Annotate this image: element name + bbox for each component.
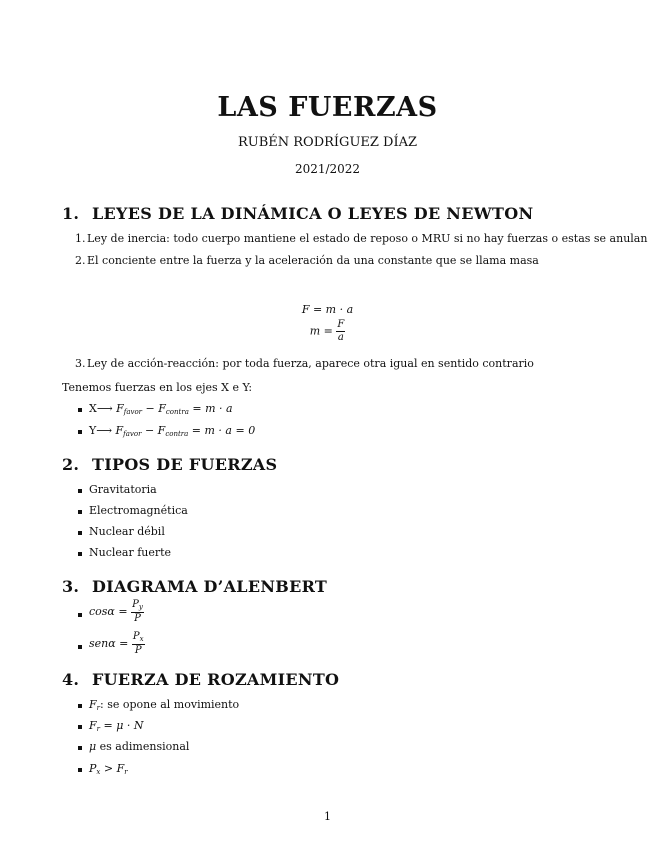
bullet-icon xyxy=(78,645,82,649)
subscript: contra xyxy=(165,408,189,416)
item-text: : se opone al movimiento xyxy=(100,698,240,711)
list-item: Gravitatoria xyxy=(89,483,157,496)
section-heading-newton xyxy=(62,204,533,223)
subscript: favor xyxy=(123,408,143,416)
section-title: DIAGRAMA D’ALENBERT xyxy=(92,577,328,596)
bullet-icon xyxy=(78,552,82,556)
fraction-denominator: a xyxy=(337,332,344,343)
subscript: r xyxy=(96,704,100,712)
symbol: P xyxy=(132,631,140,642)
document-title: LAS FUERZAS xyxy=(217,92,438,123)
list-item: Nuclear débil xyxy=(89,525,165,538)
equation-lhs: m = xyxy=(309,324,333,338)
list-item xyxy=(89,698,239,712)
bullet-icon xyxy=(78,489,82,493)
document-date: 2021/2022 xyxy=(294,162,361,176)
list-item xyxy=(89,762,128,776)
section-number: 4. xyxy=(62,670,80,689)
equation-lhs: senα = xyxy=(89,637,129,650)
paragraph-axes-intro: Tenemos fuerzas en los ejes X e Y: xyxy=(62,381,253,394)
subscript: favor xyxy=(123,430,142,438)
axis-label: X⟶ xyxy=(89,402,113,415)
subscript: r xyxy=(96,725,100,733)
section-number: 2. xyxy=(62,455,80,474)
equation-force: F = m · a xyxy=(301,303,354,316)
page-number: 1 xyxy=(324,810,331,823)
list-item-axis-y xyxy=(89,424,255,438)
list-item xyxy=(89,740,189,753)
subscript: x xyxy=(96,768,101,776)
symbol: F xyxy=(89,719,97,732)
fraction xyxy=(131,600,144,624)
symbol: P xyxy=(132,599,139,610)
subscript: x xyxy=(139,635,144,643)
equation-rhs: = m · a xyxy=(188,402,233,415)
section-title: LEYES DE LA DINÁMICA O LEYES DE NEWTON xyxy=(92,204,534,223)
list-item xyxy=(89,719,143,733)
list-item: Electromagnética xyxy=(89,504,188,517)
bullet-icon xyxy=(78,704,82,708)
list-item-cos xyxy=(89,600,144,624)
bullet-icon xyxy=(78,725,82,729)
operator: > xyxy=(100,762,117,775)
list-number: 3. xyxy=(75,357,86,370)
subscript: y xyxy=(138,603,143,611)
bullet-icon xyxy=(78,768,82,772)
subscript: r xyxy=(124,768,128,776)
section-title: TIPOS DE FUERZAS xyxy=(92,455,278,474)
list-item: El conciente entre la fuerza y la aceleración da una constante que se llama masa xyxy=(87,254,539,267)
section-number: 3. xyxy=(62,577,80,596)
equation-rhs: = μ · N xyxy=(100,719,144,732)
fraction-numerator xyxy=(131,600,144,613)
list-item: Nuclear fuerte xyxy=(89,546,172,559)
axis-label: Y⟶ xyxy=(89,424,113,437)
document-author: RUBÉN RODRÍGUEZ DÍAZ xyxy=(237,135,418,150)
operator: − xyxy=(141,424,158,437)
symbol: F xyxy=(116,762,125,775)
fraction-denominator: P xyxy=(134,645,142,656)
bullet-icon xyxy=(78,613,82,617)
bullet-icon xyxy=(78,510,82,514)
bullet-icon xyxy=(78,408,82,412)
list-item: Ley de inercia: todo cuerpo mantiene el estado de reposo o MRU si no hay fuerzas o estas se anulan xyxy=(87,232,648,245)
symbol: F xyxy=(116,402,124,415)
fraction xyxy=(132,632,145,656)
bullet-icon xyxy=(78,430,82,434)
symbol: P xyxy=(89,762,97,775)
list-number: 1. xyxy=(75,232,86,245)
subscript: contra xyxy=(165,430,189,438)
item-text: es adimensional xyxy=(96,740,190,753)
section-heading-tipos xyxy=(62,455,277,474)
equation-rhs: = m · a = 0 xyxy=(188,424,256,437)
list-item-axis-x xyxy=(89,402,233,416)
section-heading-alenbert xyxy=(62,577,327,596)
symbol: F xyxy=(115,424,124,437)
symbol: F xyxy=(89,698,97,711)
section-title: FUERZA DE ROZAMIENTO xyxy=(92,670,340,689)
equation-mass xyxy=(0,320,655,343)
symbol: F xyxy=(158,402,166,415)
fraction-denominator: P xyxy=(134,613,141,624)
section-heading-rozamiento xyxy=(62,670,339,689)
list-number: 2. xyxy=(75,254,86,267)
symbol: F xyxy=(157,424,166,437)
equation-lhs: cosα = xyxy=(89,605,128,618)
fraction xyxy=(336,320,345,343)
section-number: 1. xyxy=(62,204,80,223)
list-item: Ley de acción-reacción: por toda fuerza, aparece otra igual en sentido contrario xyxy=(87,357,534,370)
bullet-icon xyxy=(78,746,82,750)
fraction-numerator xyxy=(132,632,145,645)
bullet-icon xyxy=(78,531,82,535)
fraction-numerator: F xyxy=(337,319,345,330)
operator: − xyxy=(142,402,159,415)
list-item-sen xyxy=(89,632,145,656)
symbol: μ xyxy=(89,740,97,753)
